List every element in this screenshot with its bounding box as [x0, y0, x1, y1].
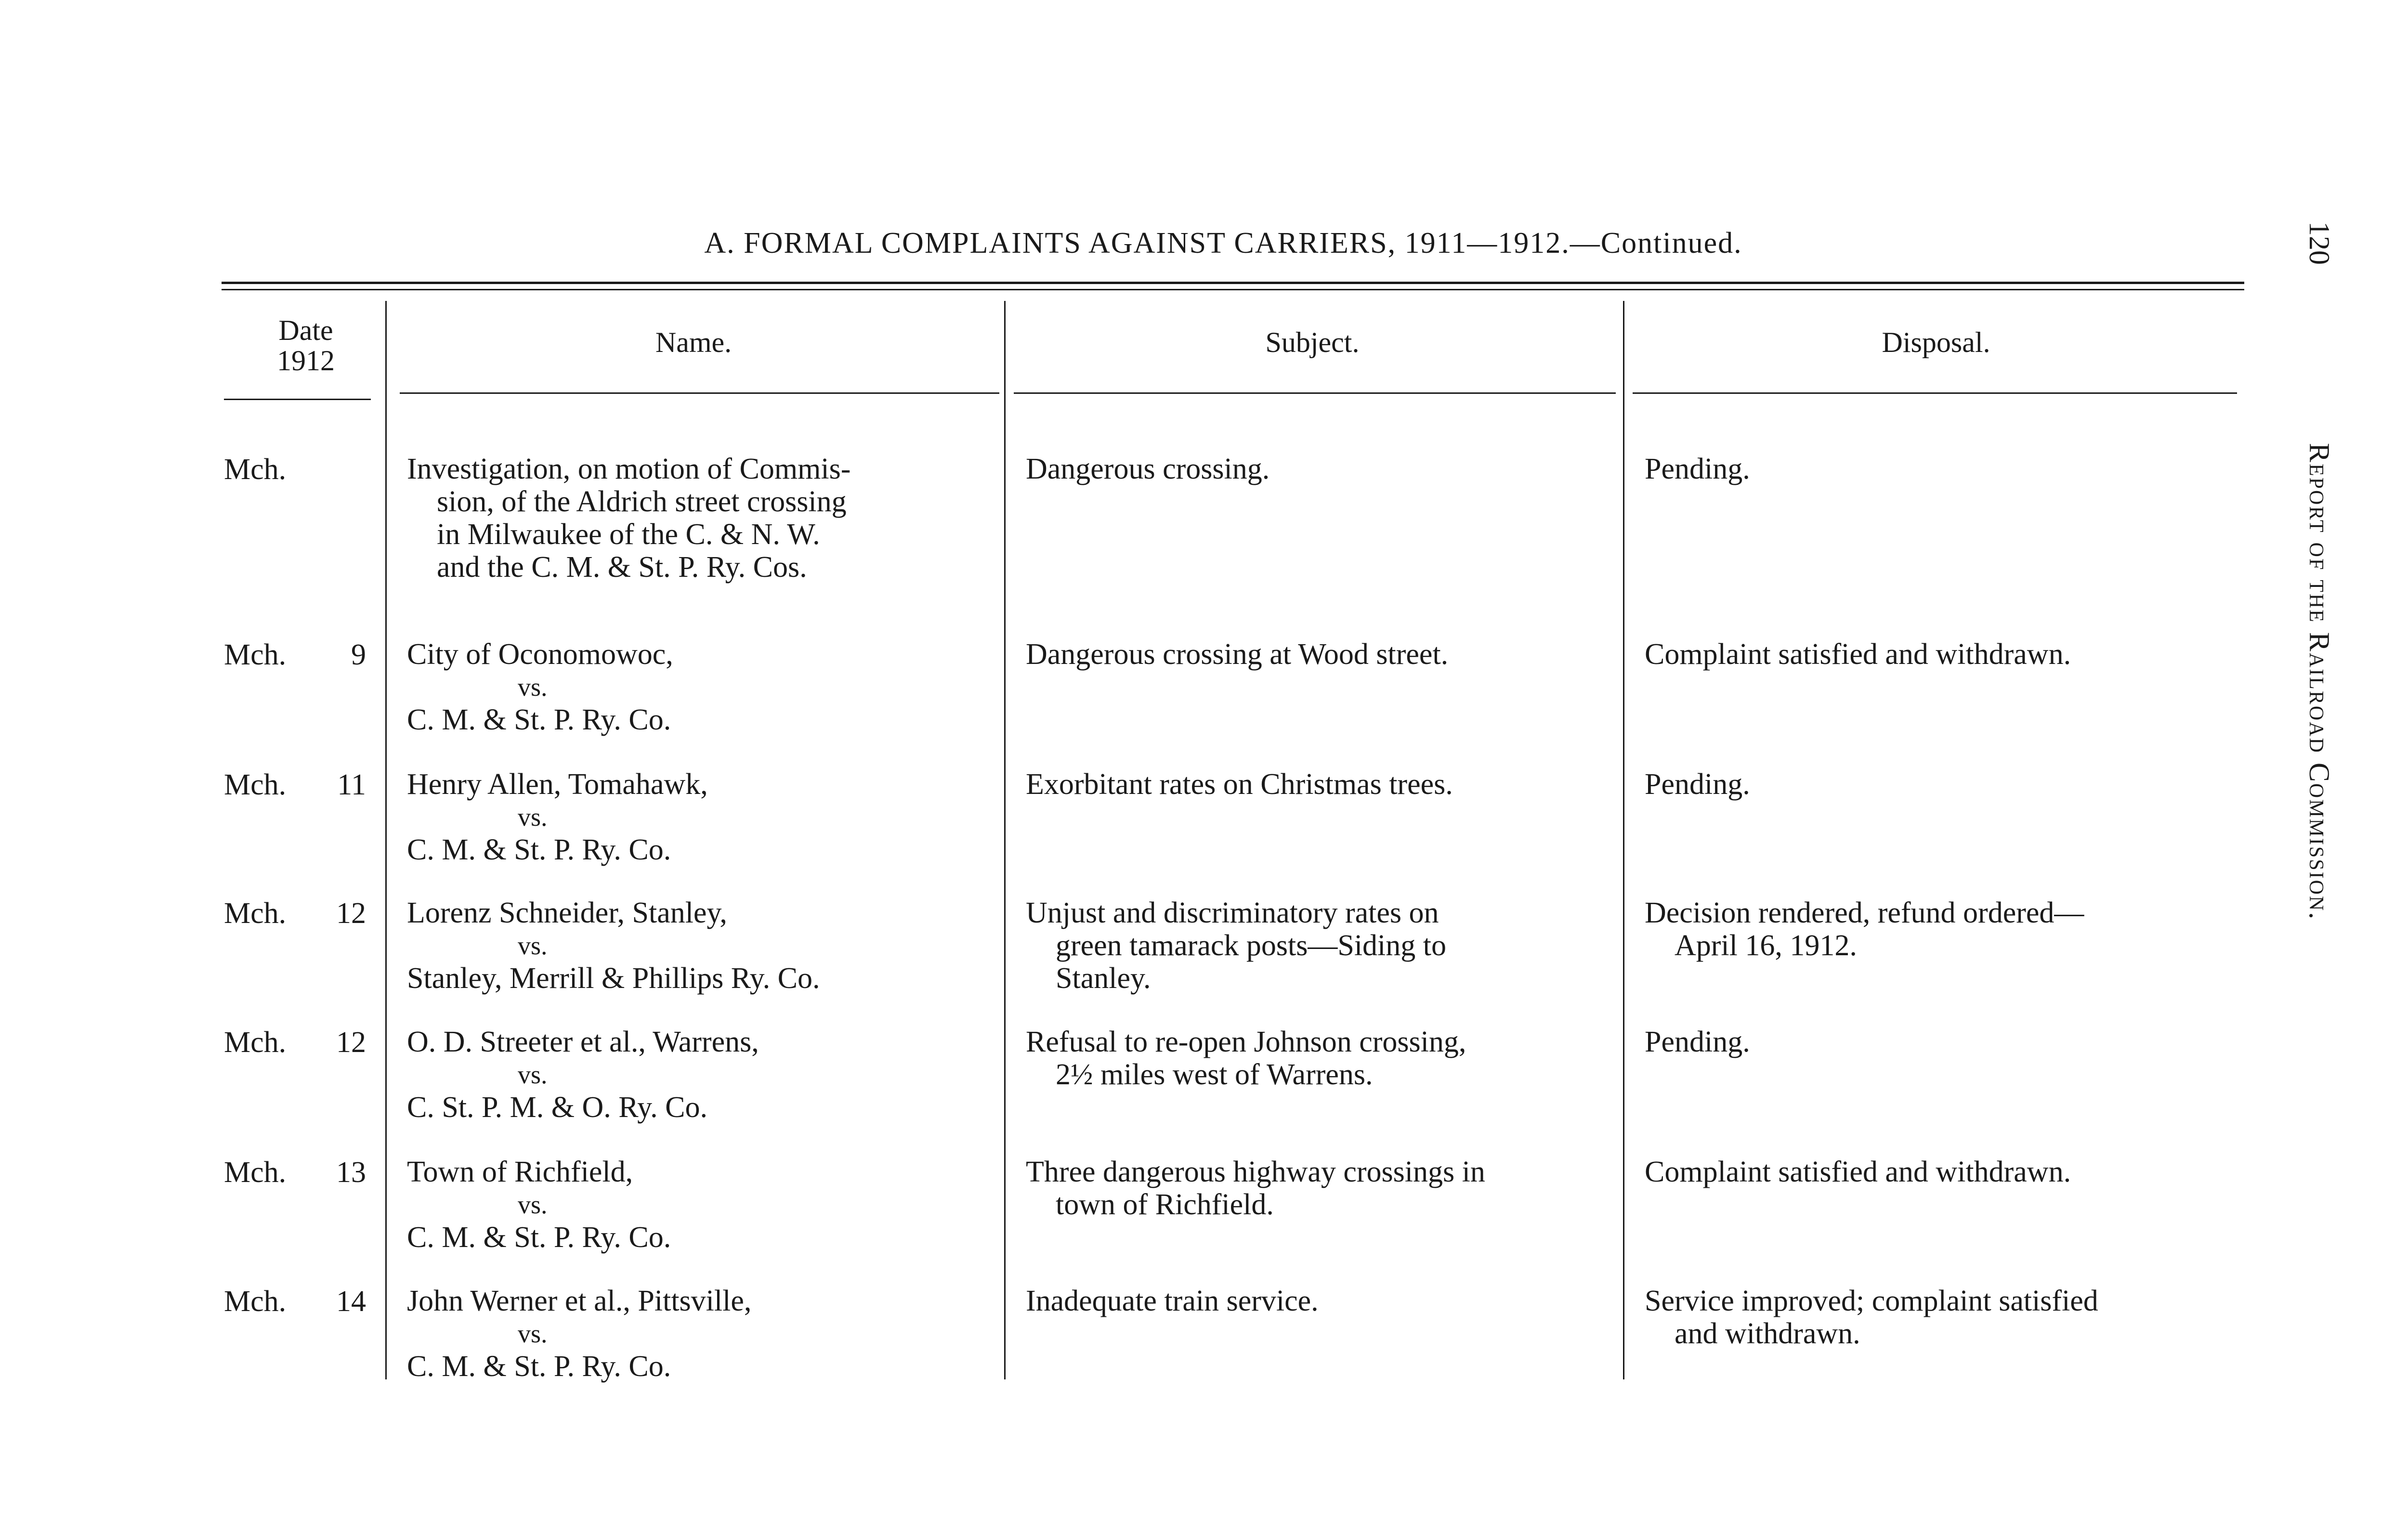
row-subject	[1026, 1026, 1466, 1091]
disposal-line: Pending.	[1645, 453, 1750, 485]
header-underline-date	[224, 399, 371, 400]
row-month: Mch.	[224, 1156, 287, 1189]
row-disposal	[1645, 1156, 2071, 1188]
row-name	[407, 638, 673, 736]
subject-line: green tamarack posts—Siding to	[1056, 929, 1446, 962]
divider-subject-disposal	[1623, 301, 1624, 1379]
row-name	[407, 768, 708, 866]
name-line: C. M. & St. P. Ry. Co.	[407, 703, 671, 736]
top-rule	[222, 282, 2244, 284]
row-name	[407, 1285, 751, 1383]
subject-line: town of Richfield.	[1056, 1188, 1274, 1221]
row-subject	[1026, 1156, 1485, 1221]
header-name: Name.	[655, 326, 732, 358]
subject-line: Dangerous crossing.	[1026, 453, 1270, 485]
subject-line: Inadequate train service.	[1026, 1285, 1319, 1317]
running-head: Report of the Railroad Commission.	[2303, 443, 2335, 921]
row-month: Mch.	[224, 1285, 287, 1318]
row-day: 11	[337, 768, 366, 801]
row-month: Mch.	[224, 897, 287, 930]
row-name	[407, 1026, 759, 1124]
disposal-line: Complaint satisfied and withdrawn.	[1645, 1156, 2071, 1188]
row-name	[407, 453, 851, 584]
name-line: Town of Richfield,	[407, 1156, 633, 1188]
subject-line: 2½ miles west of Warrens.	[1056, 1058, 1373, 1091]
disposal-line: Pending.	[1645, 1026, 1750, 1058]
versus-label: vs.	[518, 1319, 548, 1348]
row-disposal	[1645, 638, 2071, 671]
header-date	[226, 315, 385, 376]
name-line: Investigation, on motion of Commis-	[407, 453, 851, 485]
row-disposal	[1645, 453, 1750, 485]
name-line: O. D. Streeter et al., Warrens,	[407, 1026, 759, 1058]
name-line: C. St. P. M. & O. Ry. Co.	[407, 1091, 707, 1124]
row-disposal	[1645, 1285, 2098, 1350]
disposal-line: and withdrawn.	[1675, 1317, 1860, 1350]
row-day: 13	[336, 1156, 366, 1189]
header-date-label: Date	[278, 314, 333, 346]
name-line: and the C. M. & St. P. Ry. Cos.	[437, 551, 807, 584]
name-line: C. M. & St. P. Ry. Co.	[407, 833, 671, 866]
disposal-line: Service improved; complaint satisfied	[1645, 1285, 2098, 1317]
name-line: in Milwaukee of the C. & N. W.	[437, 518, 820, 551]
header-subject: Subject.	[1265, 326, 1360, 358]
divider-date-name	[385, 301, 387, 1379]
versus-label: vs.	[518, 803, 548, 831]
name-line: sion, of the Aldrich street crossing	[437, 485, 847, 518]
header-underline-name	[400, 392, 999, 394]
name-line: Henry Allen, Tomahawk,	[407, 768, 708, 801]
subject-line: Three dangerous highway crossings in	[1026, 1156, 1485, 1188]
row-disposal	[1645, 1026, 1750, 1058]
row-subject	[1026, 768, 1453, 801]
versus-label: vs.	[518, 931, 548, 960]
name-line: C. M. & St. P. Ry. Co.	[407, 1350, 671, 1383]
versus-label: vs.	[518, 1190, 548, 1219]
subject-line: Refusal to re-open Johnson crossing,	[1026, 1026, 1466, 1058]
row-name	[407, 896, 820, 995]
row-day: 12	[336, 1026, 366, 1059]
name-line: City of Oconomowoc,	[407, 638, 673, 671]
page-number: 120	[2303, 221, 2335, 265]
row-month: Mch.	[224, 638, 287, 671]
versus-label: vs.	[518, 673, 548, 702]
subject-line: Dangerous crossing at Wood street.	[1026, 638, 1449, 671]
name-line: John Werner et al., Pittsville,	[407, 1285, 752, 1317]
header-underline-subject	[1014, 392, 1616, 394]
divider-name-subject	[1004, 301, 1006, 1379]
row-month: Mch.	[224, 453, 287, 486]
header-underline-disposal	[1633, 392, 2237, 394]
name-line: Stanley, Merrill & Phillips Ry. Co.	[407, 962, 820, 995]
row-name	[407, 1156, 671, 1254]
row-subject	[1026, 896, 1446, 995]
row-day: 12	[336, 897, 366, 930]
table-title: A. FORMAL COMPLAINTS AGAINST CARRIERS, 1911—1912.—Continued.	[704, 227, 1742, 260]
row-subject	[1026, 453, 1269, 485]
row-day: 14	[336, 1285, 366, 1318]
row-month: Mch.	[224, 768, 287, 801]
top-rule-second	[222, 289, 2244, 290]
row-subject	[1026, 1285, 1319, 1317]
subject-line: Exorbitant rates on Christmas trees.	[1026, 768, 1453, 801]
header-date-year: 1912	[277, 345, 335, 377]
row-day: 9	[351, 638, 366, 671]
row-subject	[1026, 638, 1448, 671]
name-line: Lorenz Schneider, Stanley,	[407, 896, 727, 929]
subject-line: Unjust and discriminatory rates on	[1026, 896, 1439, 929]
disposal-line: Complaint satisfied and withdrawn.	[1645, 638, 2071, 671]
versus-label: vs.	[518, 1060, 548, 1089]
disposal-line: Pending.	[1645, 768, 1750, 801]
row-month: Mch.	[224, 1026, 287, 1059]
row-disposal	[1645, 768, 1750, 801]
disposal-line: Decision rendered, refund ordered—	[1645, 896, 2084, 929]
subject-line: Stanley.	[1056, 962, 1151, 995]
disposal-line: April 16, 1912.	[1675, 929, 1857, 962]
row-disposal	[1645, 896, 2084, 962]
name-line: C. M. & St. P. Ry. Co.	[407, 1221, 671, 1254]
header-disposal: Disposal.	[1882, 326, 1990, 358]
